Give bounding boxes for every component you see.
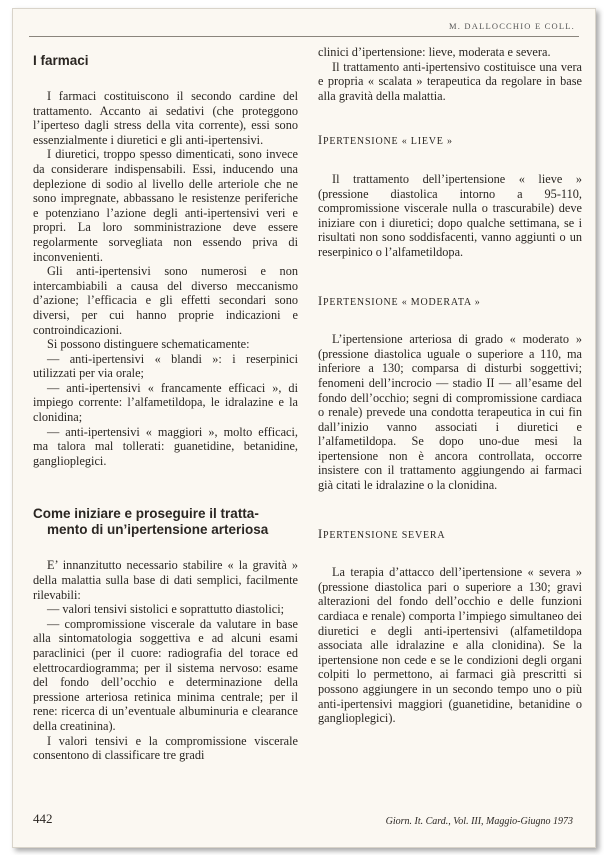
left-column [33,41,298,763]
journal-citation: Giorn. It. Card., Vol. III, Maggio-Giugno 1973 [385,816,573,827]
list-item-maggiori: — anti-ipertensivi « maggiori », molto efficaci, ma talora mal tollerati: guanetidine, betanidine, ganglioplegici. [33,424,298,468]
section-heading-trattamento [33,506,298,538]
running-head: M. DALLOCCHIO E COLL. [448,21,575,31]
subheading-lieve: IPERTENSIONE « LIEVE » [318,133,453,148]
list-item-blandi: — anti-ipertensivi « blandi »: i reserpinici utilizzati per via orale; [33,351,298,381]
journal-page [12,8,596,848]
paragraph-gravita: E’ innanzitutto necessario stabilire « la gravità » della malattia sulla base di dati semplici, facilmente rilevabili: [33,558,298,602]
list-item-compromissione: — compromissione viscerale da valutare in base alla sintomatologia soggettiva e ad alcuni esami paraclinici (per il cuore: radiografia del torace ed elettrocardiogramma; per il sistema nervoso: esame del fondo dell’occhio e determinazione della pressione arteriosa retinica minima centrale; per il rene: ricerca di un’eventuale albuminuria e clearance della creatinina). [33,616,298,733]
paragraph-scalata: Il trattamento anti-ipertensivo costituisce una vera e propria « scalata » terapeutica da regolare in base alla gravità della malattia. [318,59,582,103]
subheading-moderata: IPERTENSIONE « MODERATA » [318,293,481,308]
paragraph-diuretici: I diuretici, troppo spesso dimenticati, sono invece da considerare indispensabili. Essi, inducendo una deplezione di sodio al livello delle arteriole che ne sono impregnate, abbassano le resistenze periferiche e potenziano l’azione degli anti-ipertensivi veri e propri. La loro somministrazione deve essere regolarmente sorvegliata non essendo priva di inconvenienti. [33,147,298,264]
list-item-efficaci: — anti-ipertensivi « francamente efficaci », di impiego corrente: l’alfametildopa, le idralazine e la clonidina; [33,380,298,425]
list-item-valori-tensivi: — valori tensivi sistolici e soprattutto diastolici; [47,602,285,617]
paragraph-anti-ipertensivi: Gli anti-ipertensivi sono numerosi e non intercambiabili a causa del diverso meccanismo d’azione; l’efficacia e gli effetti secondari sono diversi, per cui hanno proprie indicazioni e controindicazioni. [33,264,298,337]
section-heading-farmaci: I farmaci [33,53,89,68]
right-column [318,45,582,726]
paragraph-lieve: Il trattamento dell’ipertensione « lieve » (pressione diastolica intorno a 95-110, compromissione viscerale nulla o trascurabile) deve iniziare con i diuretici; dopo qualche settimana, se i risultati non sono soddisfacenti, vanno aggiunti o un reserpinico o l’alfametildopa. [318,171,582,259]
section-heading-line-1: Come iniziare e proseguire il tratta- [33,506,259,522]
header-rule [29,36,579,37]
paragraph-farmaci-intro: I farmaci costituiscono il secondo cardine del trattamento. Accanto ai sedativi (che proteggono l’iperteso dagli stress della vita corrente), essi sono essenzialmente i diuretici e gli anti-ipertensivi. [33,89,298,147]
section-heading-line-2: mento di un’ipertensione arteriosa [47,522,269,538]
subheading-severa: IPERTENSIONE SEVERA [318,526,446,541]
paragraph-classificazione: Si possono distinguere schematicamente: [47,337,250,352]
paragraph-gradi-clinici: clinici d’ipertensione: lieve, moderata e severa. [318,45,551,59]
paragraph-classificare: I valori tensivi e la compromissione viscerale consentono di classificare tre gradi [33,733,298,763]
page-number: 442 [33,811,53,826]
paragraph-severa: La terapia d’attacco dell’ipertensione « severa » (pressione diastolica pari o superiore a 130; gravi alterazioni del fondo dell’occhio e delle funzioni cardiaca e renale) comporta l’impiego simultaneo dei diuretici e degli anti-ipertensivi (alfametildopa associata alle idralazine e alla clonidina). Se la ipertensione non cede e se le condizioni degli organi colpiti lo permettono, ai farmaci già prescritti si possono aggiungere in un secondo tempo uno o più anti-ipertensivi maggiori (guanetidine, betanidine o ganglioplegici). [318,565,582,726]
paragraph-moderata: L’ipertensione arteriosa di grado « moderato » (pressione diastolica uguale o superiore a 110, ma inferiore a 130; comparsa di disturbi soggettivi; fenomeni dell’incrocio — stadio II — all’esame del fondo dell’occhio; segni di compromissione cardiaca o renale) prevede una condotta terapeutica in cui fin dall’inizio vanno associati i diuretici e l’alfametildopa. Se dopo uno-due mesi la ipertensione non è ancora controllata, occorre insistere con il trattamento aggiungendo ai farmaci già citati le idralazine o la clonidina. [318,332,582,493]
